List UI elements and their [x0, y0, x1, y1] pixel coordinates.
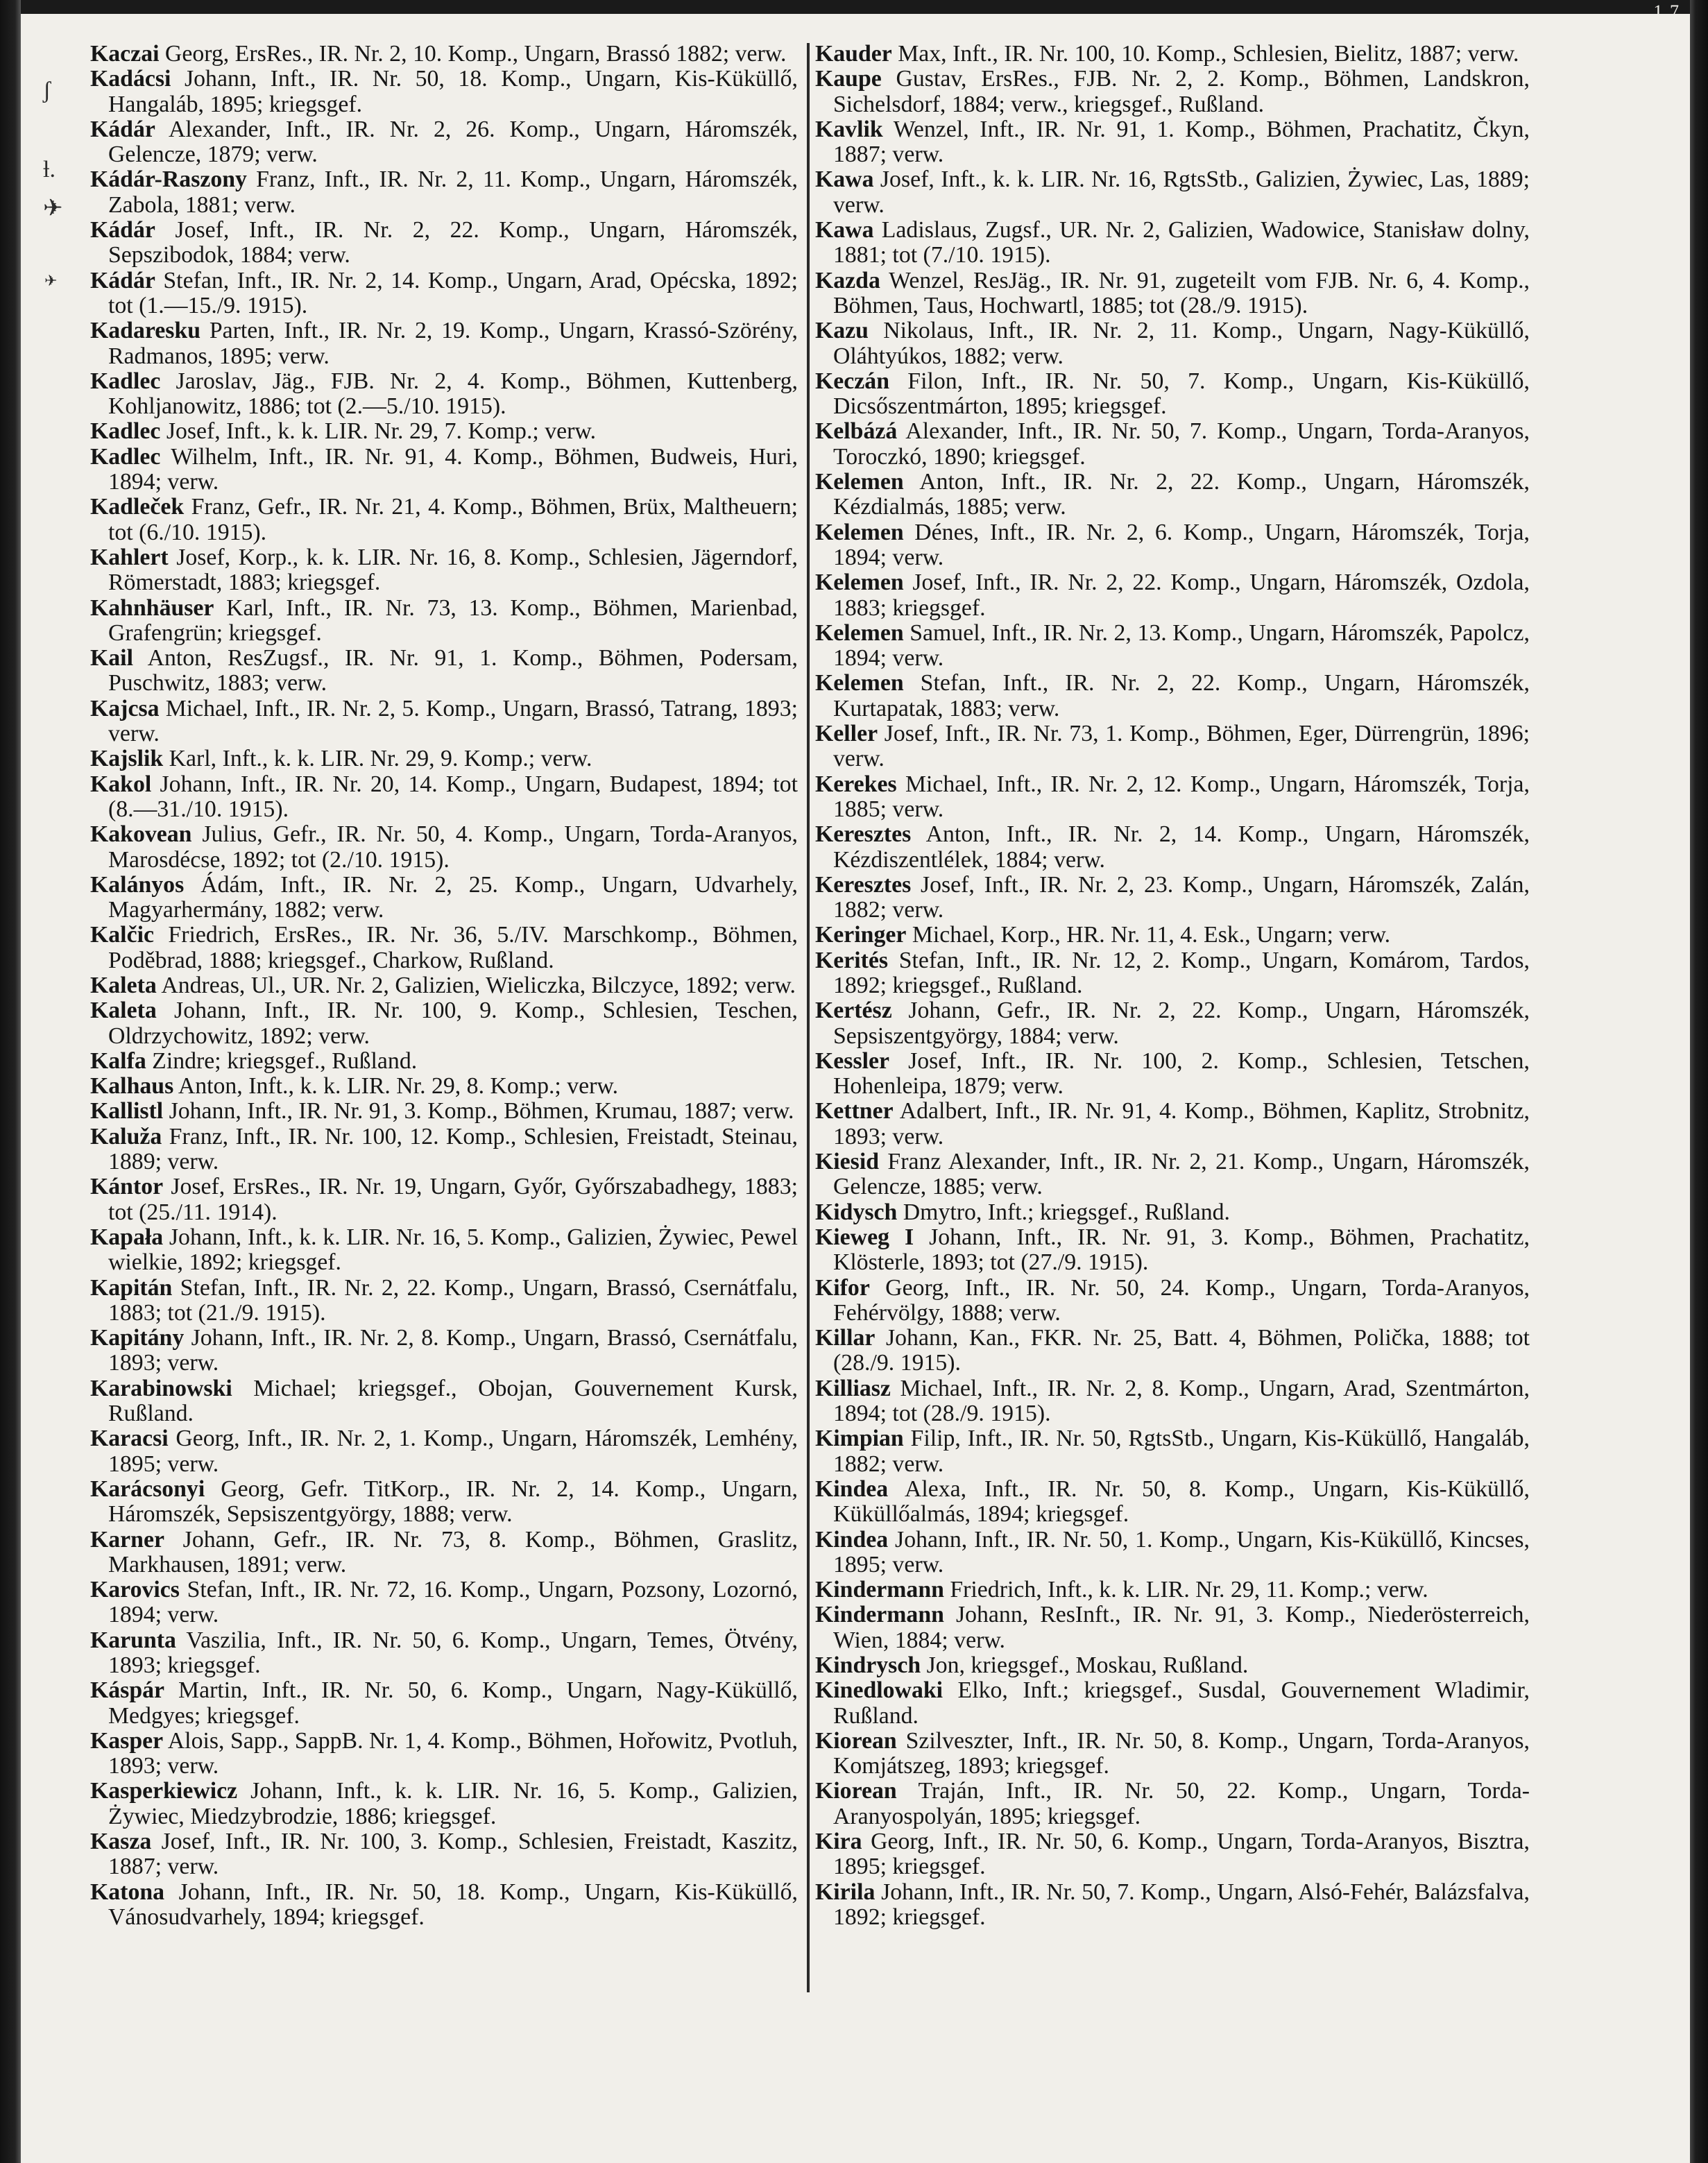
entry-details: Wenzel, Inft., IR. Nr. 91, 1. Komp., Böhmen, Prachatitz, Čkyn, 1887; verw. — [833, 116, 1530, 168]
entry-details: Josef, Inft., IR. Nr. 73, 1. Komp., Böhmen, Eger, Dürrengrün, 1896; verw. — [833, 721, 1530, 772]
entry-surname: Kettner — [815, 1098, 894, 1125]
register-entry — [815, 1276, 1530, 1326]
entry-details: Stefan, Inft., IR. Nr. 2, 22. Komp., Ungarn, Háromszék, Kurtapatak, 1883; verw. — [833, 670, 1530, 721]
register-entry — [815, 42, 1530, 67]
entry-details: Johann, Inft., IR. Nr. 50, 18. Komp., Ungarn, Kis-Küküllő, Vánosudvarhely, 1894; kriegsgef. — [108, 1879, 798, 1930]
entry-details: Dénes, Inft., IR. Nr. 2, 6. Komp., Ungarn, Háromszék, Torja, 1894; verw. — [833, 519, 1530, 570]
entry-surname: Karovics — [90, 1577, 180, 1603]
entry-details: Michael; kriegsgef., Obojan, Gouvernement Kursk, Rußland. — [108, 1375, 798, 1427]
entry-details: Stefan, Inft., IR. Nr. 2, 22. Komp., Ungarn, Brassó, Csernátfalu, 1883; tot (21./9. 1915). — [108, 1274, 798, 1326]
entry-details: Ádám, Inft., IR. Nr. 2, 25. Komp., Ungarn, Udvarhely, Magyarhermány, 1882; verw. — [108, 871, 798, 923]
entry-surname: Kawa — [815, 166, 874, 193]
entry-surname: Kieweg I — [815, 1224, 914, 1250]
entry-surname: Kelemen — [815, 570, 904, 596]
entry-surname: Kelbázá — [815, 418, 898, 445]
entry-surname: Kinedlowaki — [815, 1677, 943, 1704]
entry-details: Stefan, Inft., IR. Nr. 12, 2. Komp., Ungarn, Komárom, Tardos, 1892; kriegsgef., Rußland. — [833, 947, 1530, 998]
entry-details: Jon, kriegsgef., Moskau, Rußland. — [921, 1652, 1249, 1678]
entry-details: Michael, Inft., IR. Nr. 2, 12. Komp., Ungarn, Háromszék, Torja, 1885; verw. — [833, 771, 1530, 822]
register-entry — [815, 621, 1530, 672]
entry-details: Josef, Korp., k. k. LIR. Nr. 16, 8. Komp., Schlesien, Jägerndorf, Römerstadt, 1883; kriegsgef. — [108, 544, 798, 596]
entry-surname: Kadlec — [90, 443, 161, 470]
entry-surname: Keresztes — [815, 871, 912, 898]
entry-surname: Kapała — [90, 1224, 164, 1250]
entry-surname: Kalfa — [90, 1048, 146, 1074]
entry-surname: Kasperkiewicz — [90, 1778, 238, 1804]
entry-surname: Kaczai — [90, 41, 160, 67]
register-entry — [815, 1578, 1530, 1602]
entry-surname: Kadaresku — [90, 318, 201, 344]
entry-surname: Kindrysch — [815, 1652, 921, 1678]
margin-mark: ✈ — [44, 272, 58, 289]
entry-surname: Kira — [815, 1829, 862, 1855]
entry-details: Johann, Kan., FKR. Nr. 25, Batt. 4, Böhmen, Polička, 1888; tot (28./9. 1915). — [833, 1325, 1530, 1376]
entry-surname: Killar — [815, 1325, 876, 1351]
entry-details: Johann, Inft., IR. Nr. 2, 8. Komp., Ungarn, Brassó, Csernátfalu, 1893; verw. — [108, 1325, 798, 1376]
margin-mark: ✈ — [43, 196, 63, 221]
entry-details: Josef, Inft., IR. Nr. 2, 23. Komp., Ungarn, Háromszék, Zalán, 1882; verw. — [833, 871, 1530, 923]
right-column — [815, 42, 1530, 1930]
entry-details: Johann, Inft., IR. Nr. 20, 14. Komp., Ungarn, Budapest, 1894; tot (8.—31./10. 1915). — [108, 771, 798, 822]
entry-surname: Kindea — [815, 1476, 889, 1502]
entry-surname: Kindermann — [815, 1577, 944, 1603]
register-entry — [815, 318, 1530, 369]
entry-details: Alexander, Inft., IR. Nr. 2, 26. Komp., Ungarn, Háromszék, Gelencze, 1879; verw. — [108, 116, 798, 168]
entry-details: Michael, Korp., HR. Nr. 11, 4. Esk., Ungarn; verw. — [906, 922, 1391, 948]
register-entry — [815, 1602, 1530, 1653]
entry-surname: Killiasz — [815, 1375, 891, 1401]
entry-details: Josef, Inft., IR. Nr. 100, 3. Komp., Schlesien, Freistadt, Kaszitz, 1887; verw. — [108, 1829, 798, 1880]
entry-surname: Kidysch — [815, 1199, 898, 1225]
entry-details: Traján, Inft., IR. Nr. 50, 22. Komp., Ungarn, Torda-Aranyospolyán, 1895; kriegsgef. — [833, 1778, 1530, 1829]
register-entry — [90, 1376, 798, 1427]
entry-surname: Keczán — [815, 368, 889, 394]
entry-surname: Kessler — [815, 1048, 889, 1074]
entry-details: Johann, Gefr., IR. Nr. 73, 8. Komp., Böhmen, Graslitz, Markhausen, 1891; verw. — [108, 1526, 798, 1578]
entry-surname: Kádár — [90, 267, 155, 293]
entry-details: Georg, Gefr. TitKorp., IR. Nr. 2, 14. Komp., Ungarn, Háromszék, Sepsiszentgyörgy, 1888; verw. — [108, 1476, 798, 1528]
entry-surname: Kántor — [90, 1174, 164, 1200]
entry-surname: Kalányos — [90, 871, 185, 898]
register-entry — [815, 570, 1530, 621]
entry-surname: Kadlec — [90, 418, 161, 445]
entry-details: Filon, Inft., IR. Nr. 50, 7. Komp., Ungarn, Kis-Küküllő, Dicsőszentmárton, 1895; kriegsgef. — [833, 368, 1530, 420]
entry-surname: Kelemen — [815, 519, 904, 545]
register-entry — [815, 721, 1530, 772]
entry-surname: Kallistl — [90, 1098, 164, 1125]
register-entry — [90, 646, 798, 696]
entry-surname: Kiorean — [815, 1778, 897, 1804]
entry-surname: Kadlec — [90, 368, 161, 394]
register-entry — [90, 167, 798, 218]
entry-surname: Kaleta — [90, 972, 157, 998]
left-column — [90, 42, 798, 1930]
register-entry — [90, 1628, 798, 1679]
column-divider — [807, 43, 810, 1992]
register-entry — [815, 1326, 1530, 1376]
entry-surname: Kádár-Raszony — [90, 166, 247, 193]
entry-details: Szilveszter, Inft., IR. Nr. 50, 8. Komp., Ungarn, Torda-Aranyos, Komjátszeg, 1893; kriegsgef. — [833, 1727, 1530, 1779]
register-entry — [90, 746, 798, 771]
register-entry — [815, 268, 1530, 319]
entry-surname: Kádár — [90, 217, 155, 243]
entry-surname: Kawa — [815, 217, 874, 243]
entry-details: Johann, Inft., IR. Nr. 100, 9. Komp., Schlesien, Teschen, Oldrzychowitz, 1892; verw. — [108, 998, 798, 1049]
entry-surname: Kazda — [815, 267, 880, 293]
entry-details: Friedrich, Inft., k. k. LIR. Nr. 29, 11. Komp.; verw. — [943, 1577, 1428, 1603]
entry-details: Friedrich, ErsRes., IR. Nr. 36, 5./IV. Marschkomp., Böhmen, Poděbrad, 1888; kriegsgef., Charkow, Rußland. — [108, 922, 798, 973]
entry-surname: Keringer — [815, 922, 907, 948]
register-entry — [815, 873, 1530, 923]
entry-details: Alois, Sapp., SappB. Nr. 1, 4. Komp., Böhmen, Hořowitz, Pvotluh, 1893; verw. — [108, 1727, 798, 1779]
entry-surname: Kiesid — [815, 1149, 880, 1175]
entry-surname: Kakovean — [90, 821, 192, 848]
register-entry — [90, 42, 798, 67]
register-entry — [815, 822, 1530, 873]
entry-surname: Keresztes — [815, 821, 912, 848]
entry-details: Vaszilia, Inft., IR. Nr. 50, 6. Komp., Ungarn, Temes, Ötvény, 1893; kriegsgef. — [108, 1627, 798, 1678]
entry-surname: Kail — [90, 645, 133, 672]
register-entry — [815, 671, 1530, 721]
entry-surname: Karner — [90, 1526, 164, 1553]
entry-surname: Karunta — [90, 1627, 176, 1653]
entry-details: Alexander, Inft., IR. Nr. 50, 7. Komp., Ungarn, Torda-Aranyos, Toroczkó, 1890; kriegsgef. — [833, 418, 1530, 470]
scan-border-right — [1690, 0, 1708, 2163]
register-entry — [90, 1276, 798, 1326]
register-entry — [815, 1477, 1530, 1528]
register-entry — [90, 1477, 798, 1528]
entry-details: Filip, Inft., IR. Nr. 50, RgtsStb., Ungarn, Kis-Küküllő, Hangaláb, 1882; verw. — [833, 1426, 1530, 1477]
register-entry — [815, 948, 1530, 999]
register-entry — [90, 1225, 798, 1276]
entry-details: Franz Alexander, Inft., IR. Nr. 2, 21. Komp., Ungarn, Háromszék, Gelencze, 1885; verw. — [833, 1149, 1530, 1200]
entry-details: Johann, Inft., k. k. LIR. Nr. 16, 5. Komp., Galizien, Żywiec, Pewel wielkie, 1892; kriegsgef. — [108, 1224, 798, 1276]
entry-details: Parten, Inft., IR. Nr. 2, 19. Komp., Ungarn, Krassó-Szörény, Radmanos, 1895; verw. — [108, 318, 798, 369]
entry-details: Max, Inft., IR. Nr. 100, 10. Komp., Schlesien, Bielitz, 1887; verw. — [891, 41, 1519, 67]
entry-details: Wilhelm, Inft., IR. Nr. 91, 4. Komp., Böhmen, Budweis, Huri, 1894; verw. — [108, 443, 798, 495]
entry-surname: Kakol — [90, 771, 152, 797]
register-entry — [815, 67, 1530, 117]
register-entry — [90, 545, 798, 596]
entry-details: Zindre; kriegsgef., Rußland. — [146, 1048, 418, 1074]
entry-surname: Kapitány — [90, 1325, 185, 1351]
register-entry — [90, 1678, 798, 1729]
register-entry — [90, 998, 798, 1049]
register-entry — [90, 1578, 798, 1628]
entry-surname: Kertész — [815, 998, 892, 1024]
entry-surname: Kajslik — [90, 746, 164, 772]
register-entry — [815, 470, 1530, 520]
register-entry — [90, 1326, 798, 1376]
register-entry — [90, 318, 798, 369]
register-entry — [90, 1779, 798, 1829]
entry-details: Jaroslav, Jäg., FJB. Nr. 2, 4. Komp., Böhmen, Kuttenberg, Kohljanowitz, 1886; tot (2.—5./10. 1915). — [108, 368, 798, 420]
entry-details: Elko, Inft.; kriegsgef., Susdal, Gouvernement Wladimir, Rußland. — [833, 1677, 1530, 1729]
entry-surname: Kaupe — [815, 66, 882, 92]
register-entry — [90, 1829, 798, 1880]
entry-surname: Kelemen — [815, 619, 904, 646]
entry-surname: Kasper — [90, 1727, 164, 1754]
entry-details: Franz, Inft., IR. Nr. 2, 11. Komp., Ungarn, Háromszék, Zabola, 1881; verw. — [108, 166, 798, 218]
entry-details: Josef, Inft., k. k. LIR. Nr. 29, 7. Komp.; verw. — [160, 418, 597, 445]
entry-details: Andreas, Ul., UR. Nr. 2, Galizien, Wieliczka, Bilczyce, 1892; verw. — [156, 972, 796, 998]
entry-surname: Kahnhäuser — [90, 595, 214, 621]
register-entry — [90, 67, 798, 117]
entry-surname: Kasza — [90, 1829, 152, 1855]
entry-details: Dmytro, Inft.; kriegsgef., Rußland. — [897, 1199, 1230, 1225]
register-entry — [815, 167, 1530, 218]
entry-surname: Kindea — [815, 1526, 889, 1553]
register-entry — [815, 1426, 1530, 1477]
entry-surname: Kavlik — [815, 116, 883, 142]
register-entry — [90, 1074, 798, 1099]
entry-details: Alexa, Inft., IR. Nr. 50, 8. Komp., Ungarn, Kis-Küküllő, Küküllőalmás, 1894; kriegsgef. — [833, 1476, 1530, 1528]
entry-details: Johann, Inft., IR. Nr. 50, 1. Komp., Ungarn, Kis-Küküllő, Kincses, 1895; verw. — [833, 1526, 1530, 1578]
entry-details: Michael, Inft., IR. Nr. 2, 5. Komp., Ungarn, Brassó, Tatrang, 1893; verw. — [108, 695, 798, 747]
entry-details: Julius, Gefr., IR. Nr. 50, 4. Komp., Ungarn, Torda-Aranyos, Marosdécse, 1892; tot (2./10. 1915). — [108, 821, 798, 873]
entry-surname: Kimpian — [815, 1426, 904, 1452]
page-number: 1 7 — [1653, 1, 1680, 22]
register-entry — [815, 1653, 1530, 1678]
register-entry — [90, 218, 798, 268]
register-entry — [815, 1225, 1530, 1276]
register-entry — [90, 1099, 798, 1124]
entry-details: Franz, Gefr., IR. Nr. 21, 4. Komp., Böhmen, Brüx, Maltheuern; tot (6./10. 1915). — [108, 494, 798, 545]
register-entry — [90, 1880, 798, 1931]
register-entry — [815, 1049, 1530, 1100]
entry-surname: Kerekes — [815, 771, 897, 797]
entry-surname: Karacsi — [90, 1426, 169, 1452]
register-entry — [815, 218, 1530, 268]
register-entry — [815, 1528, 1530, 1578]
register-entry — [815, 1149, 1530, 1200]
register-entry — [90, 268, 798, 319]
register-entry — [90, 873, 798, 923]
entry-details: Josef, ErsRes., IR. Nr. 19, Ungarn, Győr, Győrszabadhegy, 1883; tot (25./11. 1914). — [108, 1174, 798, 1225]
register-entry — [815, 369, 1530, 420]
register-entry — [90, 369, 798, 420]
register-entry — [90, 973, 798, 998]
register-entry — [815, 1829, 1530, 1880]
entry-details: Johann, Inft., IR. Nr. 50, 7. Komp., Ungarn, Alsó-Fehér, Balázsfalva, 1892; kriegsgef. — [833, 1879, 1530, 1930]
entry-details: Gustav, ErsRes., FJB. Nr. 2, 2. Komp., Böhmen, Landskron, Sichelsdorf, 1884; verw., kriegsgef., Rußland. — [833, 66, 1530, 117]
entry-details: Johann, Inft., IR. Nr. 50, 18. Komp., Ungarn, Kis-Küküllő, Hangaláb, 1895; kriegsgef. — [108, 66, 798, 117]
entry-details: Wenzel, ResJäg., IR. Nr. 91, zugeteilt vom FJB. Nr. 6, 4. Komp., Böhmen, Taus, Hochwartl, 1885; tot (28./9. 1915). — [833, 267, 1530, 318]
register-entry — [90, 822, 798, 873]
register-entry — [90, 772, 798, 823]
entry-details: Martin, Inft., IR. Nr. 50, 6. Komp., Ungarn, Nagy-Küküllő, Medgyes; kriegsgef. — [108, 1677, 798, 1729]
entry-surname: Kifor — [815, 1274, 870, 1301]
entry-details: Karl, Inft., IR. Nr. 73, 13. Komp., Böhmen, Marienbad, Grafengrün; kriegsgef. — [108, 595, 798, 646]
entry-details: Nikolaus, Inft., IR. Nr. 2, 11. Komp., Ungarn, Nagy-Küküllő, Oláhtyúkos, 1882; verw. — [833, 318, 1530, 369]
register-entry — [90, 495, 798, 545]
entry-details: Johann, Inft., k. k. LIR. Nr. 16, 5. Komp., Galizien, Żywiec, Miedzybrodzie, 1886; kriegsgef. — [108, 1778, 798, 1829]
entry-surname: Karabinowski — [90, 1375, 232, 1401]
entry-details: Samuel, Inft., IR. Nr. 2, 13. Komp., Ungarn, Háromszék, Papolcz, 1894; verw. — [833, 619, 1530, 672]
entry-details: Franz, Inft., IR. Nr. 100, 12. Komp., Schlesien, Freistadt, Steinau, 1889; verw. — [108, 1123, 798, 1175]
entry-details: Johann, ResInft., IR. Nr. 91, 3. Komp., Niederösterreich, Wien, 1884; verw. — [833, 1602, 1530, 1653]
register-entry — [90, 1174, 798, 1225]
entry-details: Johann, Inft., IR. Nr. 91, 3. Komp., Böhmen, Prachatitz, Klösterle, 1893; tot (27./9. 1915). — [833, 1224, 1530, 1276]
entry-details: Anton, Inft., IR. Nr. 2, 22. Komp., Ungarn, Háromszék, Kézdialmás, 1885; verw. — [833, 469, 1530, 520]
register-entry — [90, 1426, 798, 1477]
register-entry — [90, 696, 798, 747]
entry-surname: Kirila — [815, 1879, 876, 1905]
entry-surname: Kalčic — [90, 922, 154, 948]
margin-mark: ʃ — [43, 78, 51, 103]
register-entry — [90, 419, 798, 444]
entry-details: Johann, Inft., IR. Nr. 91, 3. Komp., Böhmen, Krumau, 1887; verw. — [163, 1098, 794, 1125]
register-entry — [90, 117, 798, 168]
register-entry — [815, 772, 1530, 823]
register-entry — [815, 1880, 1530, 1931]
entry-surname: Kazu — [815, 318, 869, 344]
entry-surname: Keller — [815, 721, 878, 747]
entry-surname: Katona — [90, 1879, 165, 1905]
register-entry — [815, 419, 1530, 470]
entry-surname: Kajcsa — [90, 695, 160, 721]
entry-surname: Kapitán — [90, 1274, 173, 1301]
register-entry — [815, 1376, 1530, 1427]
entry-surname: Kadleček — [90, 494, 185, 520]
entry-details: Georg, ErsRes., IR. Nr. 2, 10. Komp., Ungarn, Brassó 1882; verw. — [159, 41, 787, 67]
register-entry — [90, 1125, 798, 1175]
entry-surname: Káspár — [90, 1677, 165, 1704]
register-entry — [90, 923, 798, 973]
entry-details: Stefan, Inft., IR. Nr. 72, 16. Komp., Ungarn, Pozsony, Lozornó, 1894; verw. — [108, 1577, 798, 1628]
entry-surname: Karácsonyi — [90, 1476, 205, 1502]
entry-details: Michael, Inft., IR. Nr. 2, 8. Komp., Ungarn, Arad, Szentmárton, 1894; tot (28./9. 1915). — [833, 1375, 1530, 1427]
entry-surname: Kahlert — [90, 544, 169, 570]
entry-details: Josef, Inft., IR. Nr. 2, 22. Komp., Ungarn, Háromszék, Sepszibodok, 1884; verw. — [108, 217, 798, 268]
scan-border-top — [0, 0, 1708, 14]
register-entry — [815, 1779, 1530, 1829]
entry-surname: Kaleta — [90, 998, 157, 1024]
entry-surname: Kadácsi — [90, 66, 171, 92]
entry-details: Anton, Inft., k. k. LIR. Nr. 29, 8. Komp.; verw. — [173, 1073, 619, 1100]
register-entry — [815, 1729, 1530, 1779]
entry-surname: Kerités — [815, 947, 889, 973]
entry-details: Anton, Inft., IR. Nr. 2, 14. Komp., Ungarn, Háromszék, Kézdiszentlélek, 1884; verw. — [833, 821, 1530, 873]
entry-surname: Kiorean — [815, 1727, 897, 1754]
entry-details: Stefan, Inft., IR. Nr. 2, 14. Komp., Ungarn, Arad, Opécska, 1892; tot (1.—15./9. 1915). — [108, 267, 798, 318]
entry-details: Josef, Inft., IR. Nr. 2, 22. Komp., Ungarn, Háromszék, Ozdola, 1883; kriegsgef. — [833, 570, 1530, 621]
margin-mark: ƚ. — [43, 157, 55, 182]
register-entry — [90, 1049, 798, 1074]
register-entry — [815, 520, 1530, 571]
register-entry — [90, 1729, 798, 1779]
entry-details: Karl, Inft., k. k. LIR. Nr. 29, 9. Komp.; verw. — [163, 746, 592, 772]
entry-surname: Kelemen — [815, 469, 904, 495]
entry-surname: Kelemen — [815, 670, 904, 696]
register-entry — [815, 117, 1530, 168]
register-entry — [815, 1200, 1530, 1225]
entry-surname: Kaluža — [90, 1123, 162, 1149]
entry-details: Adalbert, Inft., IR. Nr. 91, 4. Komp., Böhmen, Kaplitz, Strobnitz, 1893; verw. — [833, 1098, 1530, 1149]
register-entry — [815, 1099, 1530, 1149]
entry-details: Georg, Inft., IR. Nr. 2, 1. Komp., Ungarn, Háromszék, Lemhény, 1895; verw. — [108, 1426, 798, 1477]
entry-surname: Kindermann — [815, 1602, 944, 1628]
register-entry — [815, 998, 1530, 1049]
register-entry — [815, 923, 1530, 948]
entry-details: Ladislaus, Zugsf., UR. Nr. 2, Galizien, Wadowice, Stanisław dolny, 1881; tot (7./10. 1915). — [833, 217, 1530, 268]
entry-details: Johann, Gefr., IR. Nr. 2, 22. Komp., Ungarn, Háromszék, Sepsiszentgyörgy, 1884; verw. — [833, 998, 1530, 1049]
entry-details: Josef, Inft., IR. Nr. 100, 2. Komp., Schlesien, Tetschen, Hohenleipa, 1879; verw. — [833, 1048, 1530, 1100]
entry-details: Josef, Inft., k. k. LIR. Nr. 16, RgtsStb., Galizien, Żywiec, Las, 1889; verw. — [833, 166, 1530, 218]
entry-surname: Kádár — [90, 116, 155, 142]
entry-surname: Kalhaus — [90, 1073, 174, 1100]
entry-details: Georg, Inft., IR. Nr. 50, 6. Komp., Ungarn, Torda-Aranyos, Bisztra, 1895; kriegsgef. — [833, 1829, 1530, 1880]
register-entry — [815, 1678, 1530, 1729]
register-entry — [90, 596, 798, 647]
register-entry — [90, 1528, 798, 1578]
entry-surname: Kauder — [815, 41, 892, 67]
entry-details: Georg, Inft., IR. Nr. 50, 24. Komp., Ungarn, Torda-Aranyos, Fehérvölgy, 1888; verw. — [833, 1274, 1530, 1326]
register-entry — [90, 445, 798, 495]
scan-border-left — [0, 0, 21, 2163]
entry-details: Anton, ResZugsf., IR. Nr. 91, 1. Komp., Böhmen, Podersam, Puschwitz, 1883; verw. — [108, 645, 798, 696]
